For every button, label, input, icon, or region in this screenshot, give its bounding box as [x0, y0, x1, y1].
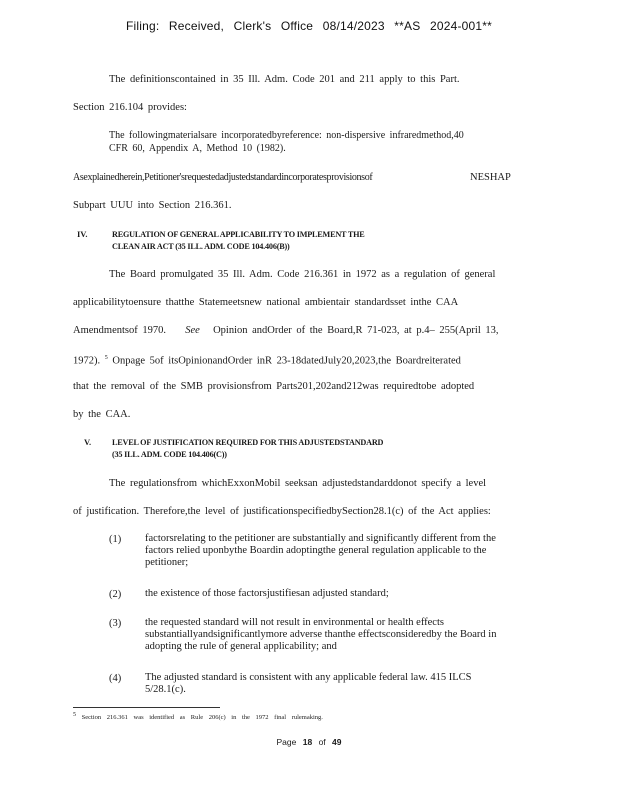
- page-label: Page: [276, 737, 297, 747]
- heading-iv-number: IV.: [77, 229, 88, 239]
- paragraph-definitions: The definitionscontained in 35 Ill. Adm. Code 201 and 211 apply to this Part.: [109, 74, 460, 85]
- footnote-text: Section 216.361 was identified as Rule 206(c) in the 1972 final rulemaking.: [81, 714, 323, 722]
- paragraph-board-line2: applicabilitytoensure thatthe Statemeetsnew national ambientair standardsset inthe CAA: [73, 297, 459, 308]
- footnote-marker: 5: [73, 712, 76, 718]
- paragraph-board-line4-b: Onpage 5of itsOpinionandOrder inR 23-18datedJuly20,2023,the Boardreiterated: [112, 355, 461, 367]
- list-item-4-number: (4): [109, 673, 122, 684]
- list-item-3-number: (3): [109, 618, 122, 629]
- paragraph-neshap-line1: Asexplainedherein,Petitioner'srequestedadjustedstandardincorporatesprovisionsof: [73, 172, 373, 183]
- paragraph-board-line4-a: 1972).: [73, 355, 101, 367]
- list-item-2-text: the existence of those factorsjustifiesan adjusted standard;: [145, 588, 389, 599]
- heading-v-line2: (35 ILL. ADM. CODE 104.406(C)): [112, 450, 227, 459]
- page-total: 49: [332, 737, 342, 747]
- footnote: [73, 712, 323, 721]
- filing-stamp-header: Filing: Received, Clerk's Office 08/14/2023 **AS 2024-001**: [125, 19, 493, 33]
- page-number: [0, 737, 618, 747]
- paragraph-board-line3-a: Amendmentsof 1970.: [73, 325, 166, 336]
- paragraph-neshap-line1-end: NESHAP: [470, 172, 511, 183]
- paragraph-board-line3: [73, 324, 499, 337]
- list-item-1-number: (1): [109, 534, 122, 545]
- quote-line-2: CFR 60, Appendix A, Method 10 (1982).: [109, 143, 286, 154]
- footnote-reference[interactable]: 5: [104, 355, 108, 361]
- list-item-4-text: The adjusted standard is consistent with any applicable federal law. 415 ILCS 5/28.1(c).: [145, 672, 472, 695]
- footnote-separator: [73, 707, 220, 708]
- paragraph-board-line4: [73, 352, 461, 368]
- list-item-3-text: the requested standard will not result in environmental or health effects substantiallyandsignificantlymore adverse thanthe effectsconsideredby the Board in adopting the rule of general applicability; and: [145, 617, 497, 652]
- heading-v-line1: LEVEL OF JUSTIFICATION REQUIRED FOR THIS ADJUSTEDSTANDARD: [112, 438, 384, 447]
- paragraph-justification-line2: of justification. Therefore,the level of justificationspecifiedbySection28.1(c) of the Act applies:: [73, 506, 491, 517]
- paragraph-board-line5: that the removal of the SMB provisionsfrom Parts201,202and212was requiredtobe adopted: [73, 381, 475, 392]
- paragraph-justification-line1: The regulationsfrom whichExxonMobil seeksan adjustedstandarddonot specify a level: [109, 478, 487, 489]
- paragraph-board-line6: by the CAA.: [73, 409, 131, 420]
- paragraph-board-line3-b: Opinion andOrder of the Board,R 71-023, at p.4– 255(April 13,: [213, 325, 499, 336]
- paragraph-definitions-cont: Section 216.104 provides:: [73, 102, 187, 113]
- list-item-2-number: (2): [109, 589, 122, 600]
- paragraph-neshap-line2: Subpart UUU into Section 216.361.: [73, 200, 232, 211]
- quote-line-1: The followingmaterialsare incorporatedbyreference: non-dispersive infraredmethod,40: [109, 130, 464, 141]
- heading-v-number: V.: [84, 437, 92, 447]
- heading-iv-line2: CLEAN AIR ACT (35 ILL. ADM. CODE 104.406(B)): [112, 242, 290, 251]
- heading-iv-line1: REGULATION OF GENERAL APPLICABILITY TO IMPLEMENT THE: [112, 230, 365, 239]
- see-citation-signal: See: [185, 325, 200, 336]
- list-item-1-text: factorsrelating to the petitioner are substantially and significantly different from the factors relied uponbythe Boardin adoptingthe general regulation applicable to the petitioner;: [145, 533, 496, 568]
- paragraph-board-line1: The Board promulgated 35 Ill. Adm. Code 216.361 in 1972 as a regulation of general: [109, 269, 496, 280]
- page-current: 18: [302, 737, 313, 747]
- page-of-label: of: [318, 737, 326, 747]
